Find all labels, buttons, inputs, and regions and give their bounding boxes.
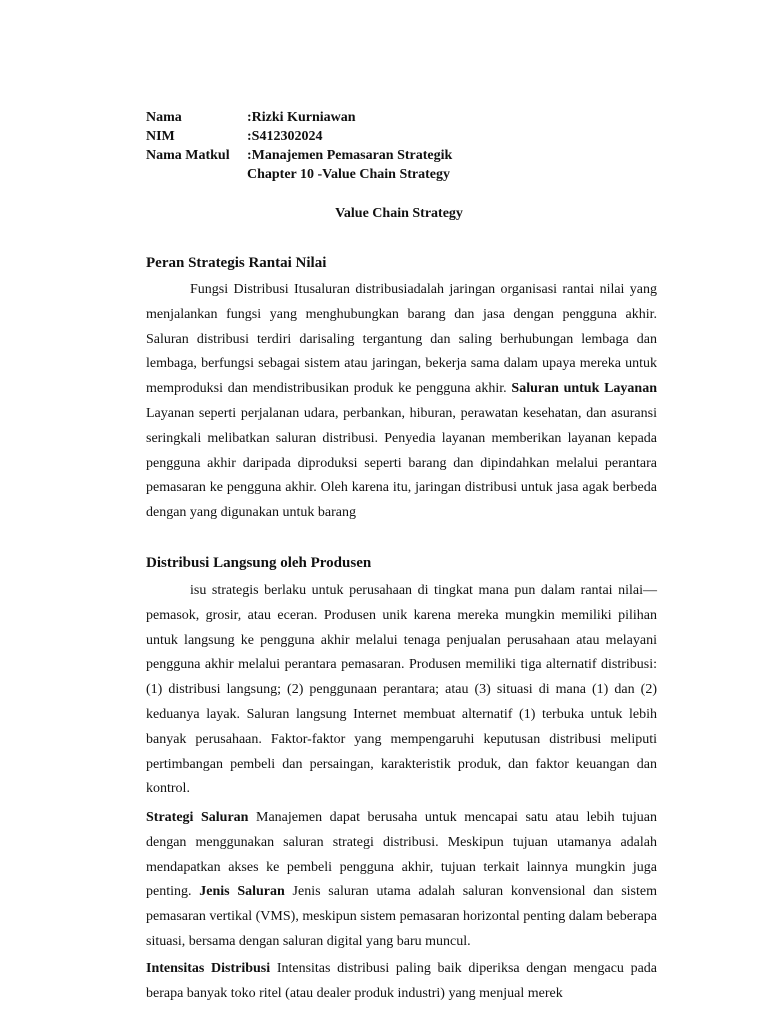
paragraph-text: Manajemen dapat berusaha untuk mencapai satu atau lebih tujuan dengan menggunakan saluran strategi distribusi. Meskipun tujuan utamanya adalah mendapatkan akses ke pembeli pengguna akhir, tujuan terkait lainnya mungkin juga penting. [146, 810, 657, 900]
nama-label: Nama [146, 110, 182, 125]
paragraph-text: Layanan seperti perjalanan udara, perbankan, hiburan, perawatan kesehatan, dan asuransi seringkali melibatkan saluran distribusi. Penyedia layanan memberikan layanan kepada pengguna akhir daripada diproduksi seperti barang dan dipindahkan melalui perantara pemasaran ke pengguna akhir. Oleh karena itu, jaringan distribusi untuk jasa agak berbeda dengan yang digunakan untuk barang [146, 405, 657, 521]
nim-label: NIM [146, 129, 175, 144]
inline-heading: Intensitas Distribusi [146, 961, 271, 976]
section-heading: Distribusi Langsung oleh Produsen [146, 555, 372, 571]
inline-heading: Strategi Saluran [146, 810, 249, 825]
inline-heading: Jenis Saluran [199, 884, 285, 900]
paragraph-text: isu strategis berlaku untuk perusahaan di tingkat mana pun dalam rantai nilai— pemasok, grosir, atau eceran. Produsen unik karena mereka mungkin memiliki pilihan untuk langsung ke pengguna akhir melalui tenaga penjualan perusahaan atau melayani pengguna akhir melalui perantara pemasaran. Produsen memiliki tiga alternatif distribusi: (1) distribusi langsung; (2) penggunaan perantara; atau (3) situasi di mana (1) dan (2) keduanya layak. Saluran langsung Internet membuat alternatif (1) terbuka untuk lebih banyak perusahaan. Faktor-faktor yang mempengaruhi keputusan distribusi meliputi pertimbangan pembeli dan persaingan, karakteristik produk, dan faktor keuangan dan kontrol. [146, 583, 657, 797]
paragraph [146, 956, 657, 1007]
nim-value: :S412302024 [247, 129, 323, 144]
paragraph-text: Intensitas distribusi paling baik diperiksa dengan mengacu pada berapa banyak toko ritel (atau dealer produk industri) yang menjual merek [146, 961, 658, 1002]
paragraph [146, 278, 657, 526]
chapter-line: Chapter 10 -Value Chain Strategy [247, 167, 451, 182]
matkul-value: :Manajemen Pemasaran Strategik [247, 148, 453, 163]
inline-heading: Saluran untuk Layanan [511, 381, 657, 397]
paragraph-text: Fungsi Distribusi Itusaluran distribusiadalah jaringan organisasi rantai nilai yang menjalankan fungsi yang menghubungkan barang dan jasa dengan pengguna akhir. Saluran distribusi terdiri darisaling tergantung dan saling berhubungan lembaga dan lembaga, berfungsi sebagai sistem atau jaringan, bekerja sama dalam upaya mereka untuk memproduksi dan mendistribusikan produk ke pengguna akhir. [146, 282, 657, 397]
paragraph [146, 579, 657, 802]
nama-value: :Rizki Kurniawan [247, 110, 356, 125]
paragraph-text: Jenis saluran utama adalah saluran konvensional dan sistem pemasaran vertikal (VMS), meskipun sistem pemasaran horizontal penting dalam beberapa situasi, bersama dengan saluran digital yang baru muncul. [146, 884, 657, 949]
section-heading: Peran Strategis Rantai Nilai [146, 255, 327, 271]
page-title: Value Chain Strategy [335, 206, 463, 221]
paragraph [146, 806, 657, 955]
matkul-label: Nama Matkul [146, 148, 230, 163]
